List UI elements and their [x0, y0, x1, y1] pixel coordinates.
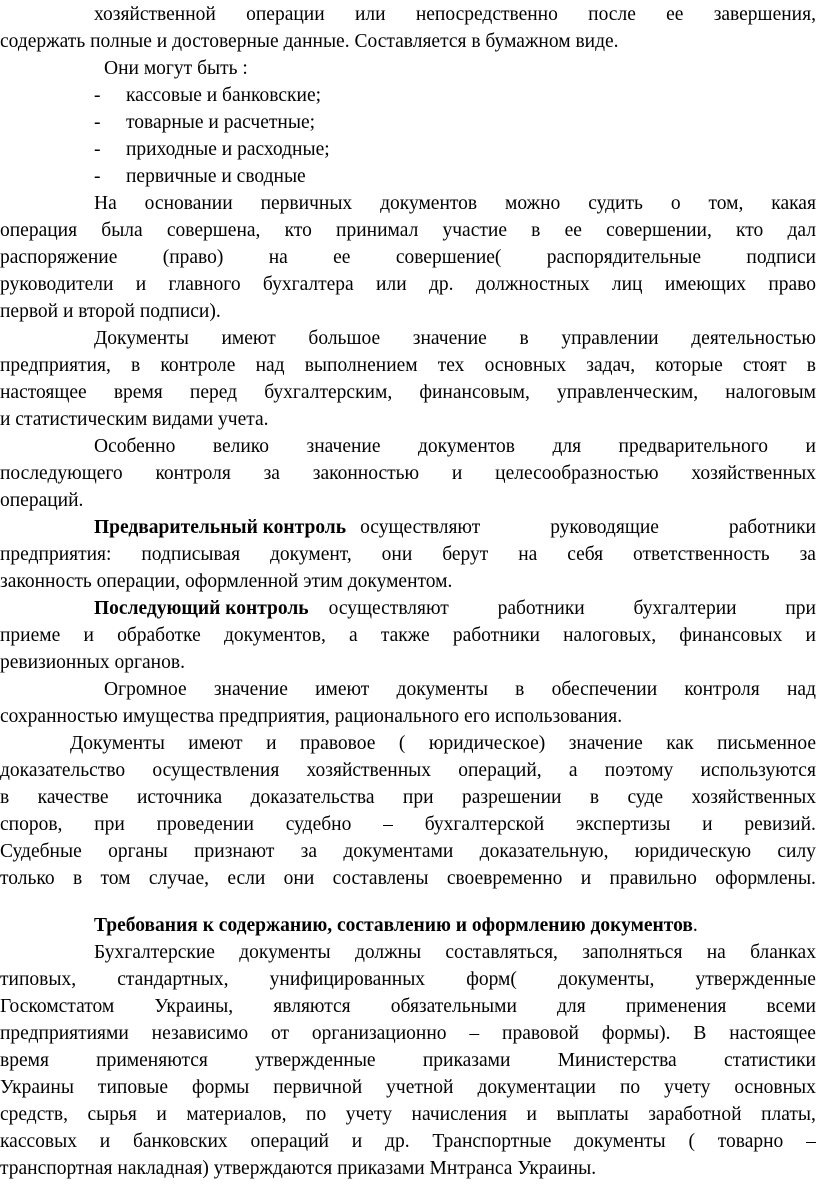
- word: руководители: [0, 274, 114, 295]
- word: бухгалтерии: [633, 598, 737, 619]
- paragraph-9-line: [0, 1047, 816, 1074]
- word: сырья: [87, 1104, 137, 1125]
- paragraph-7-line: [104, 676, 816, 703]
- paragraph-6-rest: [329, 595, 816, 622]
- list-item: [94, 163, 306, 190]
- word: доказательства: [250, 787, 375, 808]
- word: документ,: [270, 544, 352, 565]
- paragraph-3-line: [94, 325, 816, 352]
- paragraph-1-line: содержать полные и достоверные данные. Составляется в бумажном виде.: [0, 31, 619, 52]
- word: в: [806, 355, 816, 376]
- word: предварительного: [618, 436, 769, 457]
- word: контроля: [684, 679, 760, 700]
- word: бухгалтера: [262, 274, 354, 295]
- list-item: [94, 82, 321, 109]
- word: перед: [189, 382, 238, 403]
- word: Министерства: [557, 1050, 677, 1071]
- word: ревизий.: [744, 814, 816, 835]
- word: составляться,: [445, 942, 558, 963]
- word: приеме: [0, 625, 61, 646]
- list-marker: -: [94, 112, 101, 133]
- word: значение: [213, 679, 288, 700]
- word: должны: [354, 942, 422, 963]
- word: юридическое): [428, 733, 546, 754]
- word: судить: [588, 193, 643, 214]
- word: приказами: [422, 1050, 511, 1071]
- paragraph-2-line: [0, 217, 816, 244]
- word: и: [99, 1131, 111, 1152]
- word: при: [785, 598, 816, 619]
- word: –: [469, 1023, 480, 1044]
- word: правовой: [502, 1023, 579, 1044]
- word: обязательными: [390, 996, 517, 1017]
- word: утвержденные: [255, 1050, 376, 1071]
- word: Транспортные: [432, 1131, 552, 1152]
- word: силу: [777, 841, 816, 862]
- word: последующего: [0, 463, 123, 484]
- paragraph-9-line: [94, 939, 816, 966]
- word: только: [0, 868, 55, 889]
- word: работники: [497, 598, 585, 619]
- word: завершения,: [713, 4, 816, 25]
- word: на: [706, 942, 726, 963]
- paragraph-3-line: [0, 379, 816, 406]
- word: ее: [333, 247, 351, 268]
- word: банковских: [132, 1131, 228, 1152]
- word: разрешении: [461, 787, 562, 808]
- paragraph-9-line: [0, 1128, 816, 1155]
- word: имеют: [315, 679, 370, 700]
- word: всеми: [766, 996, 816, 1017]
- word: при: [402, 787, 434, 808]
- word: органы: [108, 841, 168, 862]
- word: стоят: [742, 355, 787, 376]
- list-item-text: приходные и расходные;: [126, 139, 330, 160]
- word: финансовых: [679, 625, 783, 646]
- word: велико: [212, 436, 270, 457]
- word: а: [568, 760, 578, 781]
- word: документы,: [558, 969, 655, 990]
- word: операций: [250, 1131, 329, 1152]
- word: имеющих: [664, 274, 747, 295]
- word: формы: [192, 1077, 250, 1098]
- word: учету: [345, 1104, 392, 1125]
- word: основных: [734, 1077, 816, 1098]
- word: типовые: [97, 1077, 169, 1098]
- paragraph-4-line: [0, 460, 816, 487]
- word: задач,: [586, 355, 636, 376]
- paragraph-3-line: [0, 352, 816, 379]
- word: контроле: [160, 355, 236, 376]
- word: хозяйственных: [306, 760, 432, 781]
- word: можно: [505, 193, 561, 214]
- word: работники: [452, 625, 540, 646]
- word: имеют: [188, 733, 243, 754]
- word: доказательство: [0, 760, 126, 781]
- word: хозяйственной: [94, 4, 216, 25]
- paragraph-6-line: [0, 622, 816, 649]
- word: целесообразностью: [495, 463, 659, 484]
- word: Документы: [70, 733, 165, 754]
- word: и: [451, 463, 463, 484]
- word: проведении: [156, 814, 254, 835]
- paragraph-5-line: законность операции, оформленной этим документом.: [0, 571, 453, 592]
- word: и: [266, 733, 277, 754]
- word: право: [768, 274, 816, 295]
- word: над: [786, 679, 816, 700]
- word: первичных: [260, 193, 353, 214]
- word: том: [100, 868, 131, 889]
- word: для: [557, 996, 586, 1017]
- word: независимо: [151, 1023, 249, 1044]
- word: за: [799, 544, 816, 565]
- word: принимал: [336, 220, 419, 241]
- word: правильно: [609, 868, 697, 889]
- word: выполнением: [304, 355, 418, 376]
- paragraph-2-line: [94, 190, 816, 217]
- paragraph-8-line: [70, 730, 816, 757]
- word: (: [688, 1131, 695, 1152]
- word: типовых,: [0, 969, 77, 990]
- word: подписывая: [141, 544, 241, 565]
- paragraph-8-line: [0, 838, 816, 865]
- word: в: [531, 220, 541, 241]
- word: являются: [273, 996, 351, 1017]
- word: в: [131, 355, 141, 376]
- word: признают: [194, 841, 275, 862]
- word: должностных: [475, 274, 590, 295]
- word: по: [306, 1104, 327, 1125]
- word: используются: [700, 760, 816, 781]
- word: судебно: [285, 814, 352, 835]
- word: также: [380, 625, 430, 646]
- word: документов: [380, 193, 478, 214]
- word: в: [515, 679, 525, 700]
- word: значение: [568, 733, 643, 754]
- word: операции: [246, 4, 325, 25]
- word: и: [580, 868, 592, 889]
- section-heading-period: .: [692, 915, 698, 936]
- paragraph-9-line: [0, 966, 816, 993]
- word: главного: [168, 274, 241, 295]
- word: В: [693, 1023, 707, 1044]
- word: для: [552, 436, 582, 457]
- word: (право): [162, 247, 224, 268]
- word: выплаты: [556, 1104, 629, 1125]
- word: начисления: [411, 1104, 507, 1125]
- word: после: [588, 4, 636, 25]
- word: значение: [306, 436, 381, 457]
- word: и: [156, 1104, 167, 1125]
- word: основных: [484, 355, 567, 376]
- word: а: [349, 625, 358, 646]
- word: о: [670, 193, 681, 214]
- paragraph-8-line: [0, 811, 816, 838]
- list-item-text: кассовые и банковские;: [126, 85, 322, 106]
- word: оформлены.: [715, 868, 816, 889]
- word: Огромное: [104, 679, 187, 700]
- word: осуществляют: [360, 517, 481, 538]
- paragraph-7-line: сохранностью имущества предприятия, рационального его использования.: [0, 706, 623, 727]
- word: документы: [574, 1131, 666, 1152]
- word: в: [0, 787, 10, 808]
- word: стандартных,: [117, 969, 229, 990]
- word: На: [94, 193, 117, 214]
- word: хозяйственных: [691, 787, 816, 808]
- word: Бухгалтерские: [94, 942, 215, 963]
- word: и: [702, 814, 713, 835]
- word: бланках: [750, 942, 816, 963]
- word: первичной: [273, 1077, 363, 1098]
- word: в: [519, 328, 529, 349]
- word: или: [354, 4, 386, 25]
- word: бухгалтерским,: [264, 382, 393, 403]
- word: предприятия,: [0, 355, 111, 376]
- word: качестве: [37, 787, 109, 808]
- word: Украины: [0, 1077, 74, 1098]
- word: законностью: [312, 463, 420, 484]
- word: унифицированных: [269, 969, 426, 990]
- section-heading-text: Требования к содержанию, составлению и оформлению документов: [94, 915, 693, 936]
- word: большое: [308, 328, 381, 349]
- paragraph-4-line: [94, 433, 816, 460]
- word: статистики: [723, 1050, 816, 1071]
- word: утвержденные: [695, 969, 816, 990]
- word: осуществления: [152, 760, 280, 781]
- word: экспертизы: [576, 814, 671, 835]
- paragraph-9-line: [0, 993, 816, 1020]
- word: –: [806, 1131, 816, 1152]
- word: и: [83, 625, 94, 646]
- word: составлены: [332, 868, 429, 889]
- word: бухгалтерской: [424, 814, 545, 835]
- paragraph-6-line: ревизионных органов.: [0, 652, 185, 673]
- word: заполняться: [582, 942, 683, 963]
- term-subsequent-control: Последующий контроль: [94, 598, 309, 619]
- term-preliminary-control: Предварительный контроль: [94, 517, 347, 538]
- word: кто: [284, 220, 312, 241]
- word: Особенно: [94, 436, 176, 457]
- paragraph-8-line: [0, 757, 816, 784]
- list-item-text: товарные и расчетные;: [126, 112, 316, 133]
- word: за: [300, 841, 318, 862]
- word: др.: [428, 274, 454, 295]
- word: учетной: [386, 1077, 454, 1098]
- word: предприятия:: [0, 544, 112, 565]
- word: обработке: [117, 625, 201, 646]
- word: совершение(: [395, 247, 502, 268]
- word: распорядительные: [546, 247, 702, 268]
- word: настоящее: [729, 1023, 816, 1044]
- paragraph-8-line: [0, 865, 816, 892]
- word: и: [135, 274, 147, 295]
- word: источника: [137, 787, 223, 808]
- word: предприятиями: [0, 1023, 129, 1044]
- word: в: [589, 787, 600, 808]
- word: споров,: [0, 814, 63, 835]
- word: документации: [477, 1077, 596, 1098]
- word: время: [113, 382, 163, 403]
- word: которые: [655, 355, 723, 376]
- word: товарно: [717, 1131, 784, 1152]
- word: если: [227, 868, 266, 889]
- word: при: [94, 814, 125, 835]
- list-intro: Они могут быть :: [104, 58, 248, 79]
- paragraph-9-line: [0, 1074, 816, 1101]
- word: совершении,: [606, 220, 712, 241]
- word: и: [526, 1104, 537, 1125]
- word: кто: [736, 220, 764, 241]
- word: поэтому: [604, 760, 674, 781]
- word: или: [376, 274, 407, 295]
- paragraph-9-line: транспортная накладная) утверждаются приказами Мнтранса Украины.: [0, 1158, 597, 1179]
- paragraph-2-line: [0, 271, 816, 298]
- paragraph-8-line: [0, 784, 816, 811]
- word: имеют: [221, 328, 276, 349]
- word: письменное: [717, 733, 816, 754]
- word: формы).: [601, 1023, 671, 1044]
- paragraph-5-line: [94, 514, 816, 541]
- word: Госкомстатом: [0, 996, 115, 1017]
- word: ее: [666, 4, 684, 25]
- word: ответственность: [633, 544, 770, 565]
- word: основании: [144, 193, 233, 214]
- word: берут: [442, 544, 489, 565]
- word: налоговым: [725, 382, 816, 403]
- word: управлении: [561, 328, 659, 349]
- word: хозяйственных: [691, 463, 816, 484]
- word: они: [381, 544, 413, 565]
- word: правовое: [300, 733, 376, 754]
- word: Украины,: [154, 996, 234, 1017]
- list-marker: -: [94, 85, 101, 106]
- word: документов,: [223, 625, 326, 646]
- word: своевременно: [446, 868, 563, 889]
- word: суде: [627, 787, 664, 808]
- word: управленческим,: [557, 382, 699, 403]
- paragraph-4-line: операций.: [0, 490, 84, 511]
- word: какая: [771, 193, 816, 214]
- word: значение: [412, 328, 487, 349]
- word: участие: [442, 220, 507, 241]
- word: тех: [437, 355, 465, 376]
- paragraph-5-rest: [360, 514, 816, 541]
- paragraph-5-line: [0, 541, 816, 568]
- word: операций,: [458, 760, 542, 781]
- word: форм(: [466, 969, 517, 990]
- list-marker: -: [94, 166, 101, 187]
- word: они: [283, 868, 315, 889]
- word: юридическую: [634, 841, 752, 862]
- word: случае,: [148, 868, 209, 889]
- word: осуществляют: [328, 598, 449, 619]
- word: была: [101, 220, 143, 241]
- word: за: [263, 463, 280, 484]
- paragraph-2-line: первой и второй подписи).: [0, 301, 221, 322]
- word: настоящее: [0, 382, 87, 403]
- word: др.: [385, 1131, 410, 1152]
- word: контроля: [155, 463, 231, 484]
- word: том,: [708, 193, 744, 214]
- paragraph-6-line: [94, 595, 816, 622]
- paragraph-9-line: [0, 1020, 816, 1047]
- word: документы: [239, 942, 331, 963]
- word: руководящие: [550, 517, 659, 538]
- word: применяются: [96, 1050, 208, 1071]
- word: доказательную,: [479, 841, 609, 862]
- word: подписи: [746, 247, 816, 268]
- word: непосредственно: [415, 4, 558, 25]
- paragraph-1-line: [94, 1, 816, 28]
- word: от: [271, 1023, 290, 1044]
- word: кассовых: [0, 1131, 77, 1152]
- word: лиц: [611, 274, 643, 295]
- word: (: [398, 733, 406, 754]
- word: средств,: [0, 1104, 68, 1125]
- word: материалов,: [186, 1104, 287, 1125]
- paragraph-9-line: [0, 1101, 816, 1128]
- list-marker: -: [94, 139, 101, 160]
- word: документов: [417, 436, 515, 457]
- section-heading: [94, 912, 698, 939]
- word: учету: [664, 1077, 711, 1098]
- list-item: [94, 136, 330, 163]
- word: и: [805, 436, 816, 457]
- word: по: [619, 1077, 641, 1098]
- word: деятельностью: [691, 328, 816, 349]
- word: организационно: [311, 1023, 447, 1044]
- word: в: [72, 868, 83, 889]
- word: Документы: [94, 328, 189, 349]
- word: обеспечении: [551, 679, 658, 700]
- word: документами: [343, 841, 454, 862]
- word: заработной: [648, 1104, 742, 1125]
- word: операция: [0, 220, 78, 241]
- word: ее: [564, 220, 582, 241]
- word: документы: [396, 679, 488, 700]
- word: финансовым,: [419, 382, 530, 403]
- list-item-text: первичные и сводные: [126, 166, 306, 187]
- word: на: [518, 544, 538, 565]
- word: над: [255, 355, 285, 376]
- word: как: [666, 733, 694, 754]
- word: себя: [567, 544, 604, 565]
- paragraph-2-line: [0, 244, 816, 271]
- paragraph-3-line: и статистическим видами учета.: [0, 409, 269, 430]
- word: время: [0, 1050, 49, 1071]
- word: распоряжение: [0, 247, 118, 268]
- word: совершена,: [166, 220, 261, 241]
- word: –: [383, 814, 393, 835]
- word: налоговых,: [563, 625, 657, 646]
- word: применения: [625, 996, 727, 1017]
- word: и: [805, 625, 816, 646]
- word: на: [268, 247, 288, 268]
- word: Судебные: [0, 841, 82, 862]
- word: работники: [728, 517, 816, 538]
- word: дал: [787, 220, 816, 241]
- list-item: [94, 109, 315, 136]
- word: и: [351, 1131, 363, 1152]
- word: платы,: [761, 1104, 816, 1125]
